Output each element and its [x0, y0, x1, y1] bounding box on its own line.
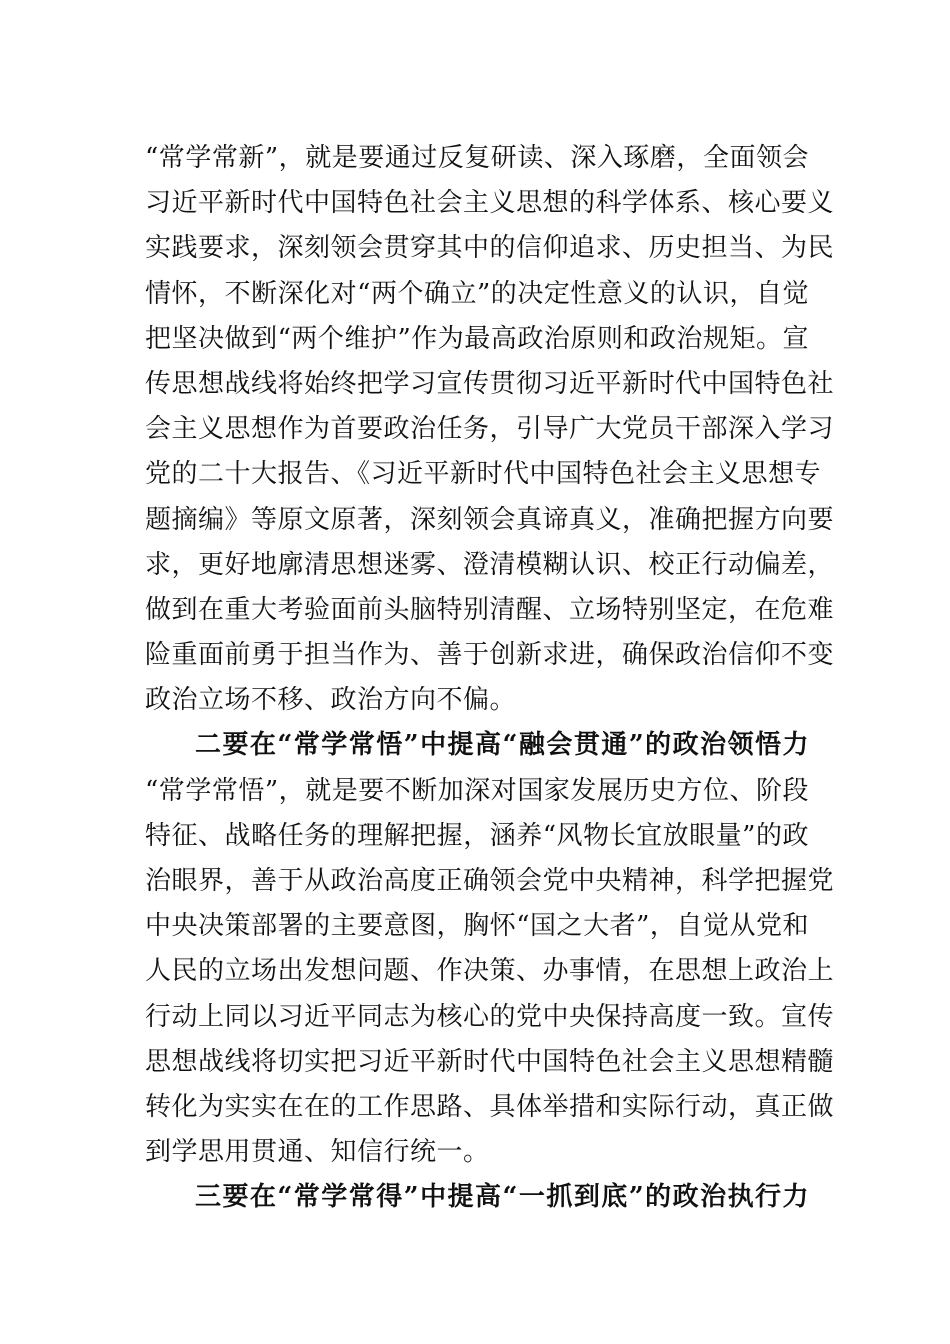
text-line: 到学思用贯通、知信行统一。: [145, 1137, 490, 1168]
text-line: 治眼界，善于从政治高度正确领会党中央精神，科学把握党: [145, 866, 835, 896]
text-line: “常学常悟”，就是要不断加深对国家发展历史方位、阶段: [145, 775, 809, 806]
section-heading-2: 二要在“常学常悟”中提高“融会贯通”的政治领悟力: [195, 730, 809, 761]
text-line: 题摘编》等原文原著，深刻领会真谛真义，准确把握方向要: [145, 504, 835, 535]
text-line: 政治立场不移、政治方向不偏。: [145, 685, 517, 716]
text-line: 险重面前勇于担当作为、善于创新求进，确保政治信仰不变: [145, 640, 835, 671]
text-line: 做到在重大考验面前头脑特别清醒、立场特别坚定，在危难: [145, 594, 835, 625]
text-line: 人民的立场出发想问题、作决策、办事情，在思想上政治上: [145, 956, 835, 987]
text-line: 中央决策部署的主要意图，胸怀“国之大者”，自觉从党和: [145, 911, 809, 942]
text-line: 党的二十大报告、《习近平新时代中国特色社会主义思想专: [145, 459, 822, 490]
text-line: 转化为实实在在的工作思路、具体举措和实际行动，真正做: [145, 1091, 835, 1122]
text-line: 思想战线将切实把习近平新时代中国特色社会主义思想精髓: [145, 1046, 835, 1077]
text-line: 求，更好地廓清思想迷雾、澄清模糊认识、校正行动偏差，: [145, 549, 835, 580]
paragraph-1: [145, 136, 835, 723]
section-heading-3: 三要在“常学常得”中提高“一抓到底”的政治执行力: [195, 1182, 809, 1213]
text-line: 实践要求，深刻领会贯穿其中的信仰追求、历史担当、为民: [145, 233, 835, 264]
text-line: 把坚决做到“两个维护”作为最高政治原则和政治规矩。宣: [145, 323, 809, 354]
document-page: [145, 136, 835, 1221]
text-line: “常学常新”，就是要通过反复研读、深入琢磨，全面领会: [145, 143, 809, 173]
text-line: 行动上同以习近平同志为核心的党中央保持高度一致。宣传: [145, 1001, 835, 1032]
text-line: 传思想战线将始终把学习宣传贯彻习近平新时代中国特色社: [145, 368, 835, 399]
paragraph-2: [145, 769, 835, 1176]
text-line: 特征、战略任务的理解把握，涵养“风物长宜放眼量”的政: [145, 820, 809, 851]
text-line: 情怀，不断深化对“两个确立”的决定性意义的认识，自觉: [145, 278, 809, 309]
text-line: 习近平新时代中国特色社会主义思想的科学体系、核心要义: [145, 188, 835, 219]
text-line: 会主义思想作为首要政治任务，引导广大党员干部深入学习: [145, 414, 835, 445]
